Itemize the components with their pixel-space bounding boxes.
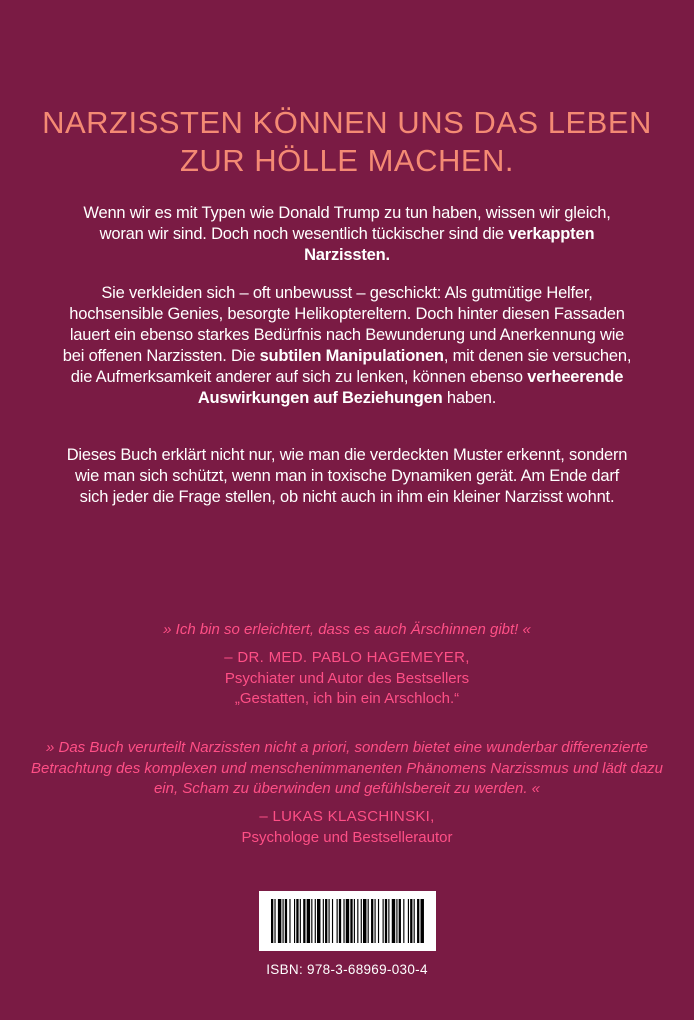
barcode-bar xyxy=(363,899,366,943)
p2-text-3: haben. xyxy=(442,389,497,407)
barcode-bar xyxy=(421,899,424,943)
barcode-bar xyxy=(337,899,338,943)
blurb-paragraph-2 xyxy=(60,283,634,409)
barcode-bar xyxy=(317,899,320,943)
barcode-bar xyxy=(343,899,344,943)
barcode-bar xyxy=(289,899,290,943)
barcode-bar xyxy=(403,899,404,943)
barcode-bar xyxy=(350,899,352,943)
p2-bold-1: subtilen Manipulationen xyxy=(259,347,444,365)
barcode-bar xyxy=(271,899,273,943)
barcode-bar xyxy=(278,899,281,943)
endorser-work-1: „Gestatten, ich bin ein Arschloch.“ xyxy=(234,690,460,707)
endorsement-attribution-2 xyxy=(20,807,674,848)
barcode-bar xyxy=(311,899,312,943)
barcode-bar xyxy=(354,899,355,943)
p1-text: Wenn wir es mit Typen wie Donald Trump zu tun haben, wissen wir gleich, woran wir sind. Doch noch wesentlich tückischer sind die xyxy=(83,204,611,243)
barcode-bar xyxy=(396,899,397,943)
endorsement-attribution-1 xyxy=(20,648,674,710)
p1-bold: verkappten Narzissten. xyxy=(304,225,595,264)
p2-text-1: Sie verkleiden sich – oft unbewusst – geschickt: Als gutmütige Helfer, hochsensible Genies, besorgte Helikoptereltern. Doch hinter diesen Fassaden lauert ein ebenso starkes Bedürfnis nach Bewunderung und Anerkennung wie bei offenen Narzissten. Die xyxy=(62,284,625,365)
barcode-bar xyxy=(361,899,362,943)
barcode-bar xyxy=(339,899,341,943)
p3-text: Dieses Buch erklärt nicht nur, wie man die verdeckten Muster erkennt, sondern wie man sich schützt, wenn man in toxische Dynamiken gerät. Am Ende darf sich jeder die Frage stellen, ob nicht auch in ihm ein kleiner Narzisst wohnt. xyxy=(66,446,628,506)
endorser-role-1: Psychiater und Autor des Bestsellers xyxy=(224,669,470,687)
endorser-name-2: – LUKAS KLASCHINSKI, xyxy=(259,808,435,825)
headline-line-1: NARZISSTEN KÖNNEN UNS DAS LEBEN xyxy=(42,105,652,140)
blurb-paragraph-3 xyxy=(60,445,634,508)
barcode-bar xyxy=(375,899,376,943)
p2-bold-2: verheerende Auswirkungen auf Beziehungen xyxy=(197,368,624,407)
barcode-bar xyxy=(368,899,369,943)
barcode-bar xyxy=(300,899,301,943)
endorser-name-1: – DR. MED. PABLO HAGEMEYER, xyxy=(224,649,470,666)
barcode-bar xyxy=(332,899,333,943)
barcode-bar xyxy=(294,899,295,943)
isbn-number: ISBN: 978-3-68969-030-4 xyxy=(266,962,428,977)
barcode-bar xyxy=(307,899,310,943)
barcode-bar xyxy=(410,899,412,943)
barcode-bar xyxy=(385,899,387,943)
barcode-bar xyxy=(315,899,316,943)
endorsement-quote-2: » Das Buch verurteilt Narzissten nicht a priori, sondern bietet eine wunderbar differenzierte Betrachtung des komplexen und menschenimmanenten Phänomens Narzissmus und lädt dazu ein, Scham zu überwinden und gefühlsbereit zu werden. « xyxy=(30,739,664,797)
barcode-bar xyxy=(408,899,409,943)
barcode-bar xyxy=(371,899,373,943)
barcode xyxy=(259,891,436,951)
endorser-role-2: Psychologe und Bestsellerautor xyxy=(241,828,453,846)
endorsement-quote-1: » Ich bin so erleichtert, dass es auch Ärschinnen gibt! « xyxy=(163,621,531,638)
barcode-bar xyxy=(323,899,324,943)
barcode-bar xyxy=(325,899,327,943)
headline xyxy=(0,104,694,180)
barcode-bar xyxy=(388,899,389,943)
barcode-bar xyxy=(378,899,379,943)
headline-line-2: ZUR HÖLLE MACHEN. xyxy=(179,143,515,178)
barcode-bar xyxy=(274,899,275,943)
barcode-bar xyxy=(296,899,298,943)
barcode-bar xyxy=(392,899,395,943)
barcode-bar xyxy=(329,899,330,943)
barcode-bar xyxy=(414,899,415,943)
barcode-bar xyxy=(285,899,287,943)
barcode-bar xyxy=(303,899,305,943)
barcode-bars xyxy=(271,899,424,943)
barcode-bar xyxy=(346,899,349,943)
p2-text-2: , mit denen sie versuchen, die Aufmerksamkeit anderer auf sich zu lenken, können ebenso xyxy=(70,347,632,386)
barcode-bar xyxy=(417,899,419,943)
blurb-paragraph-1 xyxy=(60,203,634,266)
barcode-bar xyxy=(283,899,284,943)
barcode-bar xyxy=(383,899,384,943)
barcode-bar xyxy=(357,899,358,943)
barcode-bar xyxy=(399,899,401,943)
